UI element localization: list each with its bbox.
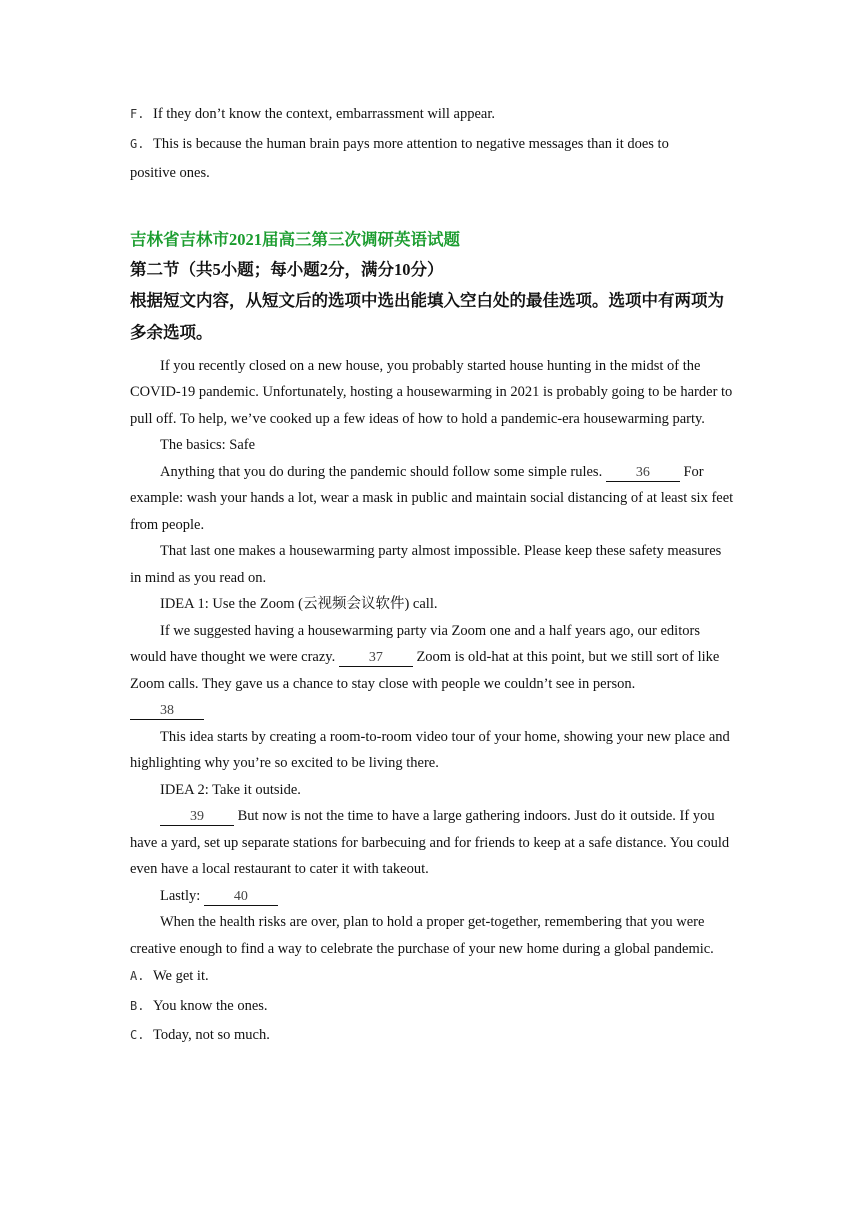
paragraph-rules: [130, 459, 735, 539]
lastly-label: Lastly:: [160, 887, 201, 904]
option-text: This is because the human brain pays more attention to negative messages than it does to: [153, 135, 669, 152]
instructions: 根据短文内容，从短文后的选项中选出能填入空白处的最佳选项。选项中有两项为多余选项。: [130, 290, 724, 342]
option-text: If they don’t know the context, embarrassment will appear.: [153, 106, 495, 122]
paragraph-text: Anything that you do during the pandemic should follow some simple rules.: [160, 463, 603, 480]
option-letter: C.: [130, 1028, 145, 1042]
idea-1-heading: IDEA 1: Use the Zoom (云视频会议软件) call.: [160, 596, 438, 612]
paragraph-safety: That last one makes a housewarming party almost impossible. Please keep these safety measures in mind as you read on.: [130, 543, 722, 586]
option-letter: G.: [130, 136, 145, 151]
paragraph-text: Zoom is old-hat at this point, but we still sort of like Zoom calls. They gave us a chance to stay close with people we couldn’t see in person.: [130, 649, 720, 692]
option-c: [130, 1021, 735, 1051]
idea-2-heading: IDEA 2: Take it outside.: [160, 781, 301, 798]
blank-38: 38: [130, 702, 204, 720]
section-header: 第二节（共5小题；每小题2分，满分10分）: [130, 259, 444, 279]
option-text: Today, not so much.: [153, 1027, 270, 1043]
paragraph-text: But now is not the time to have a large gathering indoors. Just do it outside. If you have a yard, set up separate stations for barbecuing and for friends to keep at a safe distance. You could even have a local restaurant to cater it with takeout.: [130, 808, 730, 877]
subheading-basics: The basics: Safe: [160, 437, 256, 453]
blank-39: 39: [160, 808, 234, 826]
option-g-continuation: positive ones.: [130, 165, 210, 181]
option-text: We get it.: [153, 968, 209, 984]
exam-title: 吉林省吉林市2021届高三第三次调研英语试题: [130, 229, 460, 249]
paragraph-video-tour: This idea starts by creating a room-to-room video tour of your home, showing your new place and highlighting why you’re so excited to be living there.: [130, 728, 730, 771]
blank-36: 36: [606, 464, 680, 482]
document-page: [130, 100, 735, 1051]
paragraph-lastly: [130, 883, 735, 910]
paragraph-text: For example: wash your hands a lot, wear a mask in public and maintain social distancing of at least six feet from people.: [130, 463, 734, 533]
blank-37: 37: [339, 649, 413, 667]
option-letter: B.: [130, 998, 145, 1013]
option-b: [130, 992, 735, 1022]
option-f: [130, 100, 735, 130]
option-text: You know the ones.: [153, 997, 268, 1014]
option-letter: F.: [130, 107, 145, 121]
paragraph-text: If we suggested having a housewarming party via Zoom one and a half years ago, our editors would have thought we were crazy.: [130, 622, 700, 665]
option-letter: A.: [130, 969, 145, 983]
blank-40: 40: [204, 888, 278, 906]
option-a: [130, 962, 735, 992]
paragraph-conclusion: When the health risks are over, plan to hold a proper get-together, remembering that you were creative enough to find a way to celebrate the purchase of your new home during a global pandemic.: [130, 914, 714, 957]
paragraph-outside: [130, 803, 735, 883]
paragraph-zoom: [130, 618, 735, 724]
paragraph-intro: If you recently closed on a new house, you probably started house hunting in the midst of the COVID-19 pandemic. Unfortunately, hosting a housewarming in 2021 is probably going to be harder to pull off. To help, we’ve cooked up a few ideas of how to hold a pandemic-era housewarming party.: [130, 357, 733, 427]
option-g: [130, 130, 735, 160]
